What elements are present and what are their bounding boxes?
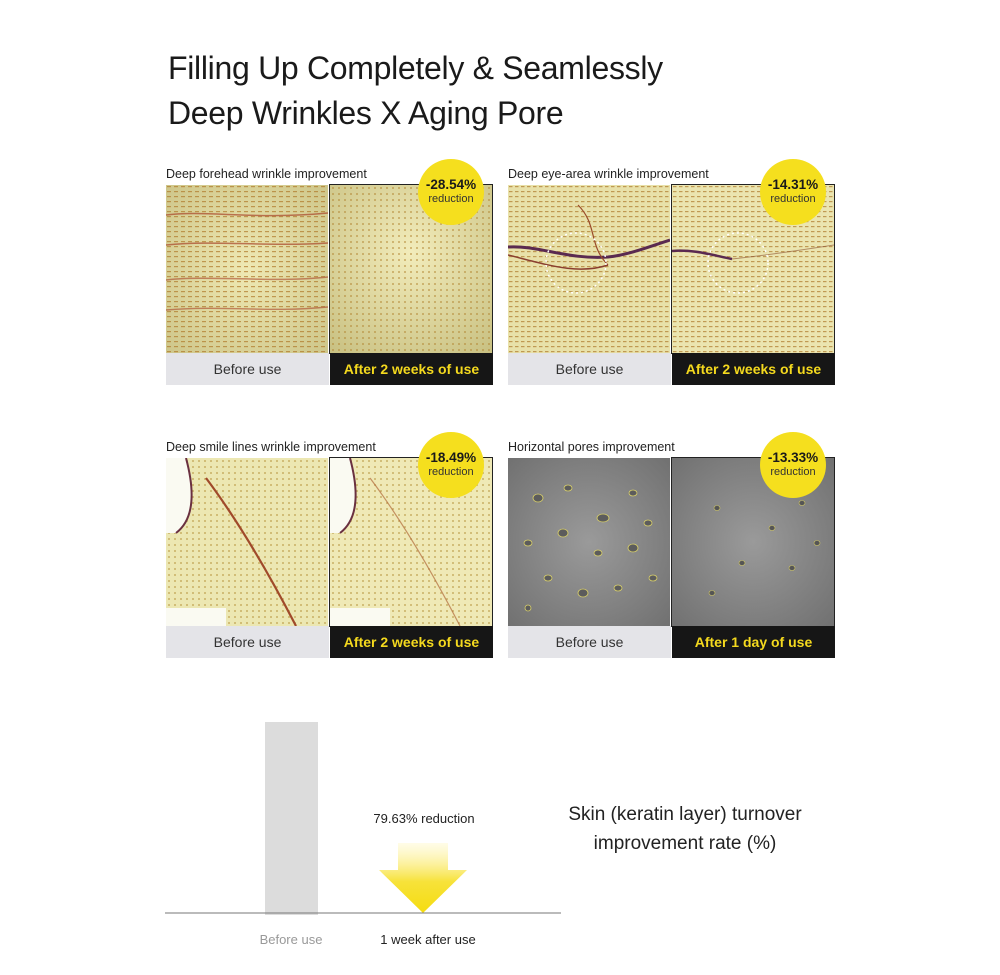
- badge-unit: reduction: [770, 465, 816, 478]
- after-label: After 2 weeks of use: [672, 353, 835, 385]
- reduction-badge: [760, 432, 826, 498]
- forehead-before-image: [166, 185, 328, 353]
- bar-before-use: [265, 722, 318, 915]
- smile-before-image: [166, 458, 328, 626]
- after-label: After 2 weeks of use: [330, 353, 493, 385]
- panel-title: Horizontal pores improvement: [508, 440, 675, 454]
- after-label: After 1 day of use: [672, 626, 835, 658]
- badge-value: -28.54%: [425, 176, 477, 192]
- reduction-annotation: 79.63% reduction: [373, 811, 475, 826]
- x-label-before: Before use: [259, 932, 323, 947]
- reduction-badge: [760, 159, 826, 225]
- page-title-line2: Deep Wrinkles X Aging Pore: [168, 95, 564, 131]
- after-label: After 2 weeks of use: [330, 626, 493, 658]
- reduction-arrow: [379, 843, 467, 913]
- badge-unit: reduction: [428, 192, 474, 205]
- panel-title: Deep eye-area wrinkle improvement: [508, 167, 709, 181]
- before-label: Before use: [166, 626, 329, 658]
- pores-before-image: [508, 458, 670, 626]
- turnover-chart: [165, 715, 565, 965]
- turnover-chart-svg: [165, 715, 565, 965]
- badge-value: -18.49%: [425, 449, 477, 465]
- x-label-after: 1 week after use: [380, 932, 476, 947]
- badge-unit: reduction: [770, 192, 816, 205]
- smile-lines-panel: [166, 440, 493, 662]
- chart-title: Skin (keratin layer) turnover improvement rate (%): [568, 804, 802, 854]
- panel-title: Deep forehead wrinkle improvement: [166, 167, 367, 181]
- eye-area-panel: [508, 167, 835, 389]
- badge-value: -13.33%: [767, 449, 819, 465]
- badge-value: -14.31%: [767, 176, 819, 192]
- reduction-badge: [418, 159, 484, 225]
- before-label: Before use: [166, 353, 329, 385]
- panel-title: Deep smile lines wrinkle improvement: [166, 440, 376, 454]
- before-label: Before use: [508, 353, 671, 385]
- forehead-panel: [166, 167, 493, 389]
- pores-panel: [508, 440, 835, 662]
- badge-unit: reduction: [428, 465, 474, 478]
- page-title-line1: Filling Up Completely & Seamlessly: [168, 50, 663, 86]
- eye-before-image: [508, 185, 670, 353]
- reduction-badge: [418, 432, 484, 498]
- before-label: Before use: [508, 626, 671, 658]
